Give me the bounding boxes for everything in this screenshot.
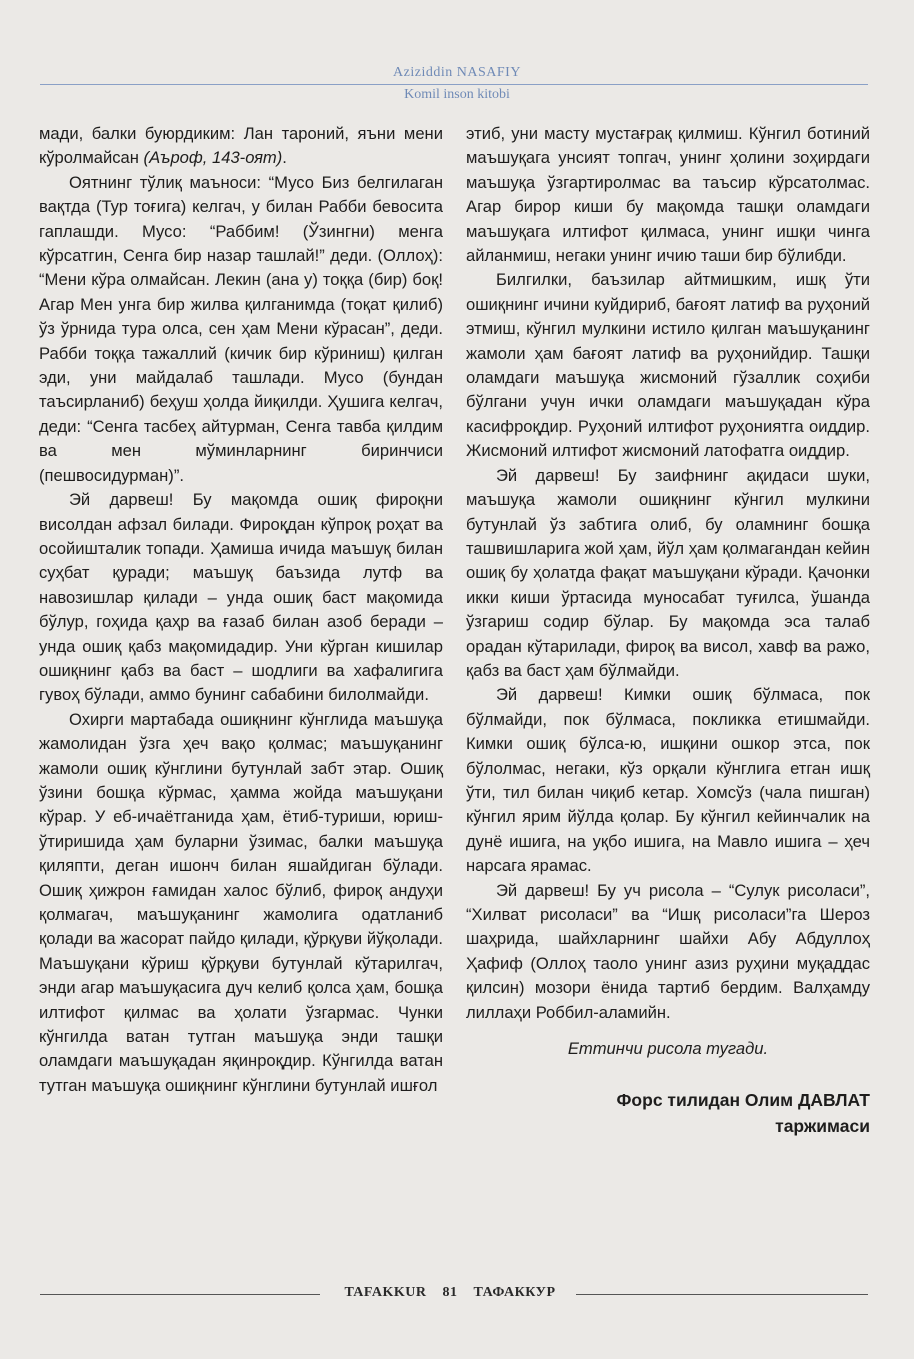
translator-line: таржимаси (775, 1116, 870, 1137)
header-rule (40, 84, 868, 85)
running-footer (0, 1282, 914, 1306)
colophon: Еттинчи рисола тугади. (567, 1039, 769, 1059)
paragraph-text: . (282, 148, 287, 168)
paragraph: Оятнинг тўлиқ маъноси: “Мусо Биз белгилаган вақтда (Тур тоғига) келгач, у билан Рабби бевосита гаплашди. Мусо: “Раббим! (Ўзингни) менга кўрсатгин, Сенга бир назар ташлай!” деди. (Оллоҳ): “Мени кўра олмайсан. Лекин (ана у) тоққа (бир) боқ! Агар Мен унга бир жилва қилганимда (тоқат қилиб) ўз ўрнида тура олса, сен ҳам Мени кўрасан”, деди. Рабби тоққа тажаллий (кичик бир кўриниш) қилган эди, уни майдалаб ташлади. Мусо (бундан таъсирланиб) беҳуш ҳолда йиқилди. Ҳушига келгач, деди: “Сенга тасбеҳ айтурман, Сенга тавба қилдим ва мен мўминларнинг биринчиси (пешвосидурман)”. (39, 172, 443, 485)
paragraph-text: мади, балки буюрдиким: Лан тароний, яъни мени кўролмайсан (39, 124, 443, 168)
header-author: Aziziddin NASAFIY (393, 65, 521, 80)
page-number: 81 (442, 1285, 458, 1300)
header-book-title: Komil inson kitobi (404, 87, 510, 102)
footer-magazine-cyrillic: ТАФАККУР (473, 1285, 556, 1300)
paragraph: Эй дарвеш! Кимки ошиқ бўлмаса, пок бўлмайди, пок бўлмаса, покликка етишмайди. Кимки ошиқ бўлса-ю, ишқини ошкор этса, пок бўлолмас, негаки, кўз орқали кўнглига етган ишқ ўти, тил билан чиқиб кетар. Хомсўз (чала пишган) кўнгил ярим йўлда қолар. Бу кўнгил кейинчалик на дунё ишига, на уқбо ишига, на Мавло ишига – ҳеч нарсага ярамас. (466, 685, 870, 876)
paragraph (39, 122, 443, 171)
paragraph: Эй дарвеш! Бу заифнинг ақидаси шуки, маъшуқа жамоли ошиқнинг кўнгил мулкини бутунлай ўз забтига олиб, бу оламнинг бошқа ташвишларига жой ҳам, йўл ҳам қолмагандан кейин ошиқ бу ҳолатда фақат маъшуқани кўради. Қачонки икки киши ўртасида муносабат туғилса, ўшанда ўзгариш содир бўлар. Бу мақомда эса талаб орадан кўтарилади, фироқ ва висол, хавф ва ражо, қабз ва баст ҳам бўлмайди. (466, 465, 870, 680)
translator-line: Форс тилидан Олим ДАВЛАТ (616, 1090, 870, 1111)
footer-rule-left (40, 1294, 320, 1295)
paragraph: Эй дарвеш! Бу мақомда ошиқ фироқни висолдан афзал билади. Фироқдан кўпроқ роҳат ва осойишталик топади. Ҳамиша ичида маъшуқ билан суҳбат қуради; маъшуқ баъзида лутф ва навозишлар қилади – унда ошиқ баст мақомида бўлур, гоҳида қаҳр ва ғазаб билан азоб беради – унда ошиқ қабз мақомидадир. Уни кўрган кишилар ошиқнинг қабз ва баст – шодлиги ва хафалигига гувоҳ бўлади, аммо бунинг сабабини билолмайди. (39, 490, 443, 705)
paragraph: этиб, уни масту мустағрақ қилмиш. Кўнгил ботиний маъшуқага унсият топгач, унинг ҳолини зоҳирдаги маъшуқа ўзгартиролмас ва таъсир кўрсатолмас. Агар бирор киши бу мақомда ташқи оламдаги маъшуқага илтифот қилмаса, унинг ишқи чинга айланмиш, негаки унинг ичию таши бир бўлибди. (466, 124, 870, 266)
paragraph: Эй дарвеш! Бу уч рисола – “Сулук рисоласи”, “Хилват рисоласи” ва “Ишқ рисоласи”га Шероз шаҳрида, шайхларнинг шайхи Абу Абдуллоҳ Ҳафиф (Оллоҳ таоло унинг азиз руҳини муқаддас қилсин) мозори ёнида тартиб бердим. Валҳамду лиллаҳи Роббил-аламийн. (466, 880, 870, 1022)
running-header (0, 64, 914, 104)
paragraph: Охирги мартабада ошиқнинг кўнглида маъшуқа жамолидан ўзга ҳеч вақо қолмас; маъшуқанинг жамоли ошиқ кўнглини бутунлай забт этар. Ошиқ ўзини бошқа кўрмас, ҳамма жойда маъшуқани кўрар. У еб-ичаётганида ҳам, ётиб-туриши, юриш-ўтиришида ҳам буларни ўзимас, балки маъшуқа қиляпти, деган ишонч билан яшайдиган бўлади. Ошиқ ҳижрон ғамидан халос бўлиб, фироқ андуҳи қолмагач, маъшуқанинг жамолига одатланиб қолади ва жасорат пайдо қилади, қўрқуви йўқолади. Маъшуқани кўриш қўрқуви бутунлай кўтарилгач, энди агар маъшуқасига дуч келиб қолса ҳам, бошқа илтифот қилмас ва ҳолати ўзгармас. Чунки кўнгилда ватан тутган маъшуқа энди ташқи оламдаги маъшуқадан яқинроқдир. Кўнгилда ватан тутган маъшуқа ошиқнинг кўнглини бутунлай ишғол (39, 709, 443, 1095)
left-column (39, 122, 443, 1098)
footer-rule-right (576, 1294, 868, 1295)
footer-magazine-latin: TAFAKKUR (344, 1285, 427, 1300)
right-column (466, 122, 870, 1139)
footer-text (330, 1285, 570, 1301)
translator-credit (466, 1087, 870, 1139)
paragraph: Билгилки, баъзилар айтмишким, ишқ ўти ошиқнинг ичини куйдириб, бағоят латиф ва руҳоний этмиш, кўнгил мулкини истило қилган маъшуқанинг жамоли ҳам бағоят латиф ва руҳонийдир. Ташқи оламдаги маъшуқа жисмоний гўзаллик соҳиби бўлгани учун ички оламдаги маъшуқадан кўра касифроқдир. Руҳоний илтифот руҳониятга оиддир. Жисмоний илтифот жисмоний латофатга оиддир. (466, 270, 870, 461)
citation: (Аъроф, 143-оят) (143, 148, 283, 168)
